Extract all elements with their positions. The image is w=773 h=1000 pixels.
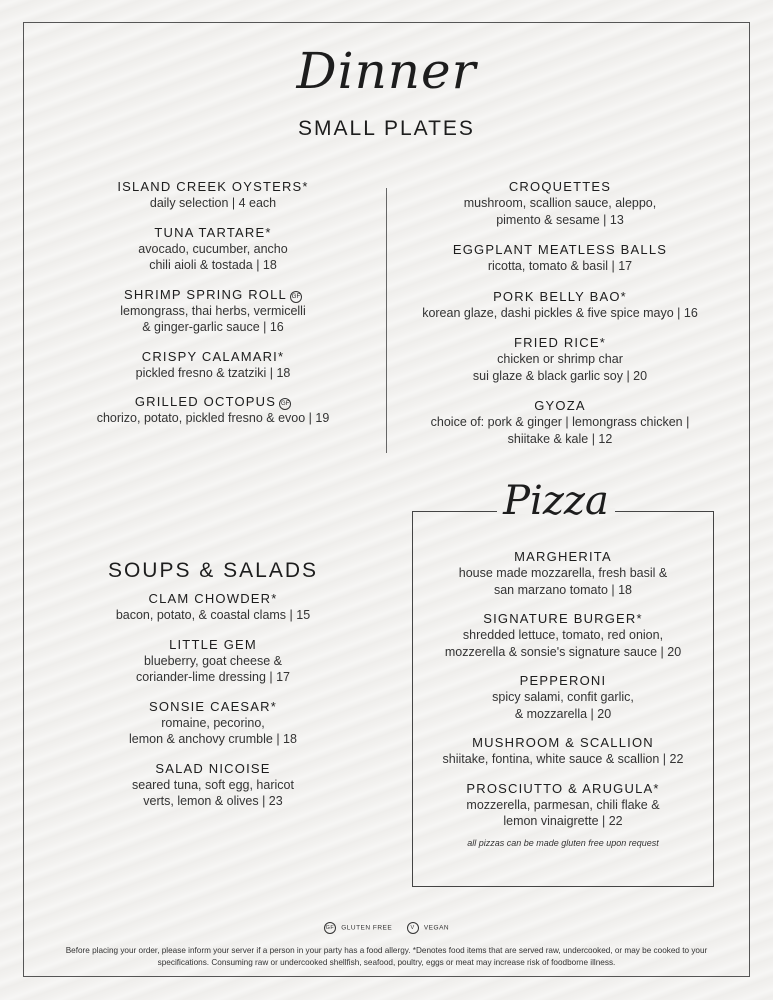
menu-item-name [407, 334, 713, 351]
menu-item [60, 636, 366, 686]
menu-item-description: chorizo, potato, pickled fresno & evoo | 19 [96, 411, 330, 425]
menu-item [413, 672, 713, 722]
gluten-free-icon: GF [279, 398, 291, 410]
menu-item-description: daily selection | 4 each [149, 196, 277, 210]
menu-item-name [413, 734, 713, 751]
soups-salads-column [60, 590, 366, 822]
menu-item-description: choice of: pork & ginger | lemongrass chicken | [430, 415, 690, 429]
dietary-legend [0, 922, 773, 934]
menu-item-name-text: LITTLE GEM [169, 636, 257, 652]
menu-item-description: shiitake & kale | 12 [507, 431, 613, 446]
menu-item-description: romaine, pecorino, [161, 715, 265, 730]
pizza-gluten-free-note: all pizzas can be made gluten free upon request [467, 837, 659, 848]
menu-item-name [413, 780, 713, 797]
menu-item [60, 393, 366, 427]
menu-item [407, 241, 713, 275]
menu-item-name-text: PORK BELLY BAO* [493, 288, 627, 304]
menu-item-description: seared tuna, soft egg, haricot [132, 777, 294, 792]
menu-item-name-text: MARGHERITA [514, 549, 612, 564]
menu-item-description: verts, lemon & olives | 23 [143, 794, 283, 808]
legend-vegan-label: VEGAN [423, 924, 450, 932]
menu-item-name [413, 610, 713, 627]
menu-item-name [60, 286, 366, 303]
menu-item-description: chili aioli & tostada | 18 [149, 258, 277, 272]
menu-item [413, 780, 713, 830]
legend-gluten-free-label: GLUTEN FREE [341, 924, 393, 932]
menu-item [407, 288, 713, 322]
menu-item-name [413, 672, 713, 689]
menu-item-description: pickled fresno & tzatziki | 18 [135, 365, 291, 380]
menu-item-name [60, 224, 366, 241]
menu-item-name [60, 393, 366, 410]
small-plates-right-column [407, 178, 713, 460]
menu-item-name-text: MUSHROOM & SCALLION [472, 735, 654, 750]
menu-item [413, 548, 713, 598]
menu-item-name-text: PROSCIUTTO & ARUGULA* [466, 780, 660, 796]
legend-vegan [407, 922, 450, 934]
small-plates-left-column [60, 178, 366, 439]
menu-item-description: lemongrass, thai herbs, vermicelli [120, 303, 306, 318]
menu-item-description: shiitake, fontina, white sauce & scallion | 22 [442, 752, 684, 766]
menu-item-description: avocado, cucumber, ancho [138, 241, 288, 256]
menu-item-description: bacon, potato, & coastal clams | 15 [115, 608, 311, 622]
menu-item [407, 178, 713, 228]
menu-item-name-text: CRISPY CALAMARI* [141, 348, 285, 364]
menu-item-description: blueberry, goat cheese & [143, 653, 283, 668]
legend-gluten-free [324, 922, 392, 934]
menu-item-name-text: FRIED RICE* [514, 335, 606, 350]
menu-item-description: spicy salami, confit garlic, [492, 690, 634, 704]
menu-item-description: & mozzarella | 20 [514, 706, 612, 721]
menu-item-name [413, 548, 713, 565]
menu-item-description: ricotta, tomato & basil | 17 [487, 259, 633, 273]
menu-item-description: san marzano tomato | 18 [493, 582, 633, 597]
menu-item-name-text: EGGPLANT MEATLESS BALLS [452, 242, 668, 257]
menu-item-name-text: SALAD NICOISE [155, 760, 271, 776]
menu-item-description: chicken or shrimp char [497, 352, 623, 366]
menu-item [413, 734, 713, 768]
menu-item-name [60, 760, 366, 777]
pizza-heading: Pizza [503, 478, 609, 524]
menu-item [60, 760, 366, 810]
menu-item-description: pimento & sesame | 13 [496, 212, 624, 227]
menu-item-name-text: CROQUETTES [508, 179, 612, 194]
vegan-icon: V [407, 922, 419, 934]
menu-item [407, 397, 713, 447]
menu-item [60, 224, 366, 274]
menu-item-description: lemon vinaigrette | 22 [503, 814, 623, 828]
gluten-free-icon: GF [290, 291, 302, 303]
menu-item-name-text: GYOZA [534, 398, 586, 413]
menu-item [60, 590, 366, 624]
menu-item-name [60, 636, 366, 653]
menu-item-description: lemon & anchovy crumble | 18 [129, 732, 297, 746]
gluten-free-icon: GF [324, 922, 336, 934]
menu-item-description: & ginger-garlic sauce | 16 [142, 320, 284, 334]
allergy-disclaimer: Before placing your order, please inform your server if a person in your party has a food allergy. *Denotes food items that are served raw, undercooked, or may be cooked to your specifications. Consuming raw or undercooked shellfish, seafood, poultry, eggs or meat may increase risk of foodborne illness. [65, 946, 708, 967]
menu-item-name-text: PEPPERONI [519, 673, 607, 688]
menu-item-name-text: TUNA TARTARE* [154, 224, 272, 240]
menu-item-name [407, 288, 713, 305]
menu-item-name [60, 698, 366, 715]
menu-item-name [60, 348, 366, 365]
menu-item-description: coriander-lime dressing | 17 [135, 670, 290, 684]
menu-item-name [407, 178, 713, 195]
menu-item-name-text: CLAM CHOWDER* [148, 591, 278, 606]
menu-item-name-text: SIGNATURE BURGER* [483, 611, 643, 626]
menu-item-name-text: SHRIMP SPRING ROLL [124, 286, 287, 302]
menu-item-name [407, 241, 713, 258]
menu-item-name [407, 397, 713, 414]
menu-title: Dinner [296, 42, 477, 100]
menu-item-description: korean glaze, dashi pickles & five spice mayo | 16 [422, 305, 698, 320]
menu-item-description: mozzerella & sonsie's signature sauce | 20 [444, 644, 682, 659]
menu-item [60, 178, 366, 212]
menu-item-name [60, 178, 366, 195]
column-divider [386, 188, 387, 453]
menu-item-name-text: SONSIE CAESAR* [148, 698, 278, 714]
menu-item [413, 610, 713, 660]
pizza-column [413, 548, 713, 848]
menu-item [60, 348, 366, 382]
menu-item-description: mozzerella, parmesan, chili flake & [466, 797, 660, 812]
menu-item [60, 698, 366, 748]
menu-item [60, 286, 366, 336]
menu-item-description: shredded lettuce, tomato, red onion, [462, 628, 664, 642]
small-plates-heading: SMALL PLATES [298, 117, 475, 140]
menu-item-description: sui glaze & black garlic soy | 20 [472, 368, 648, 383]
menu-item-name-text: ISLAND CREEK OYSTERS* [117, 179, 309, 194]
soups-salads-heading: SOUPS & SALADS [107, 559, 319, 582]
menu-item-description: house made mozzarella, fresh basil & [458, 566, 668, 580]
menu-item-name-text: GRILLED OCTOPUS [134, 394, 277, 409]
menu-item-description: mushroom, scallion sauce, aleppo, [463, 196, 657, 210]
menu-item [407, 334, 713, 384]
menu-item-name [60, 590, 366, 607]
